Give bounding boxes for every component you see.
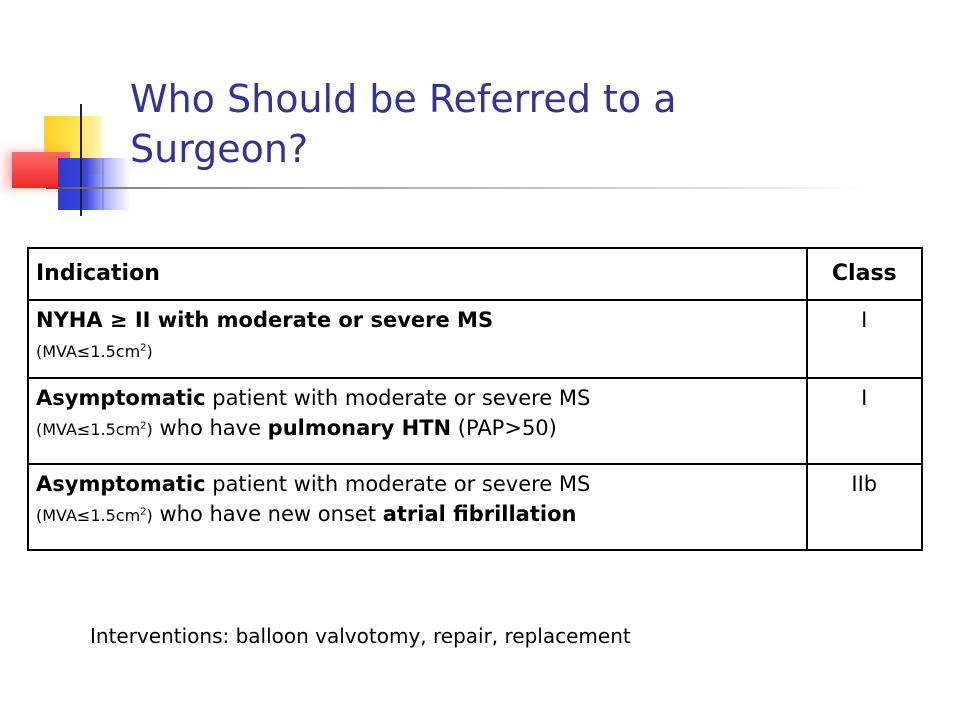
class-cell: I	[807, 300, 922, 378]
title-underline-rule	[46, 187, 866, 189]
indication-table	[27, 247, 923, 551]
indication-cell	[28, 300, 807, 378]
indication-cell	[28, 378, 807, 464]
vertical-rule	[80, 104, 82, 216]
indication-text: patient with moderate or severe MS	[205, 386, 591, 410]
table-header-row	[28, 248, 922, 300]
mva-note: $(MVA\le 1.5cm^2)$	[36, 506, 153, 525]
class-cell: I	[807, 378, 922, 464]
title-line-2: Surgeon?	[130, 127, 309, 171]
slide-title	[130, 74, 890, 174]
table-row	[28, 464, 922, 550]
table-row	[28, 378, 922, 464]
interventions-note: Interventions: balloon valvotomy, repair, replacement	[90, 624, 631, 648]
indication-bold-text: NYHA ≥ II with moderate or severe MS	[36, 308, 494, 332]
title-line-1: Who Should be Referred to a	[130, 77, 677, 121]
class-cell: IIb	[807, 464, 922, 550]
table-row	[28, 300, 922, 378]
indication-bold-2: pulmonary HTN	[267, 416, 452, 440]
indication-text: patient with moderate or severe MS	[205, 472, 591, 496]
indication-text-2: who have	[152, 416, 268, 440]
blue-fade-decoration	[102, 158, 130, 210]
header-class: Class	[807, 248, 922, 300]
header-indication: Indication	[28, 248, 807, 300]
indication-cell	[28, 464, 807, 550]
indication-lead-bold: Asymptomatic	[36, 472, 206, 496]
mva-note: $(MVA\le 1.5cm^2)$	[36, 342, 153, 361]
indication-text-3: (PAP>50)	[451, 416, 557, 440]
indication-text-2: who have new onset	[152, 502, 383, 526]
indication-bold-2: atrial fibrillation	[382, 502, 577, 526]
mva-note: $(MVA\le 1.5cm^2)$	[36, 420, 153, 439]
indication-lead-bold: Asymptomatic	[36, 386, 206, 410]
